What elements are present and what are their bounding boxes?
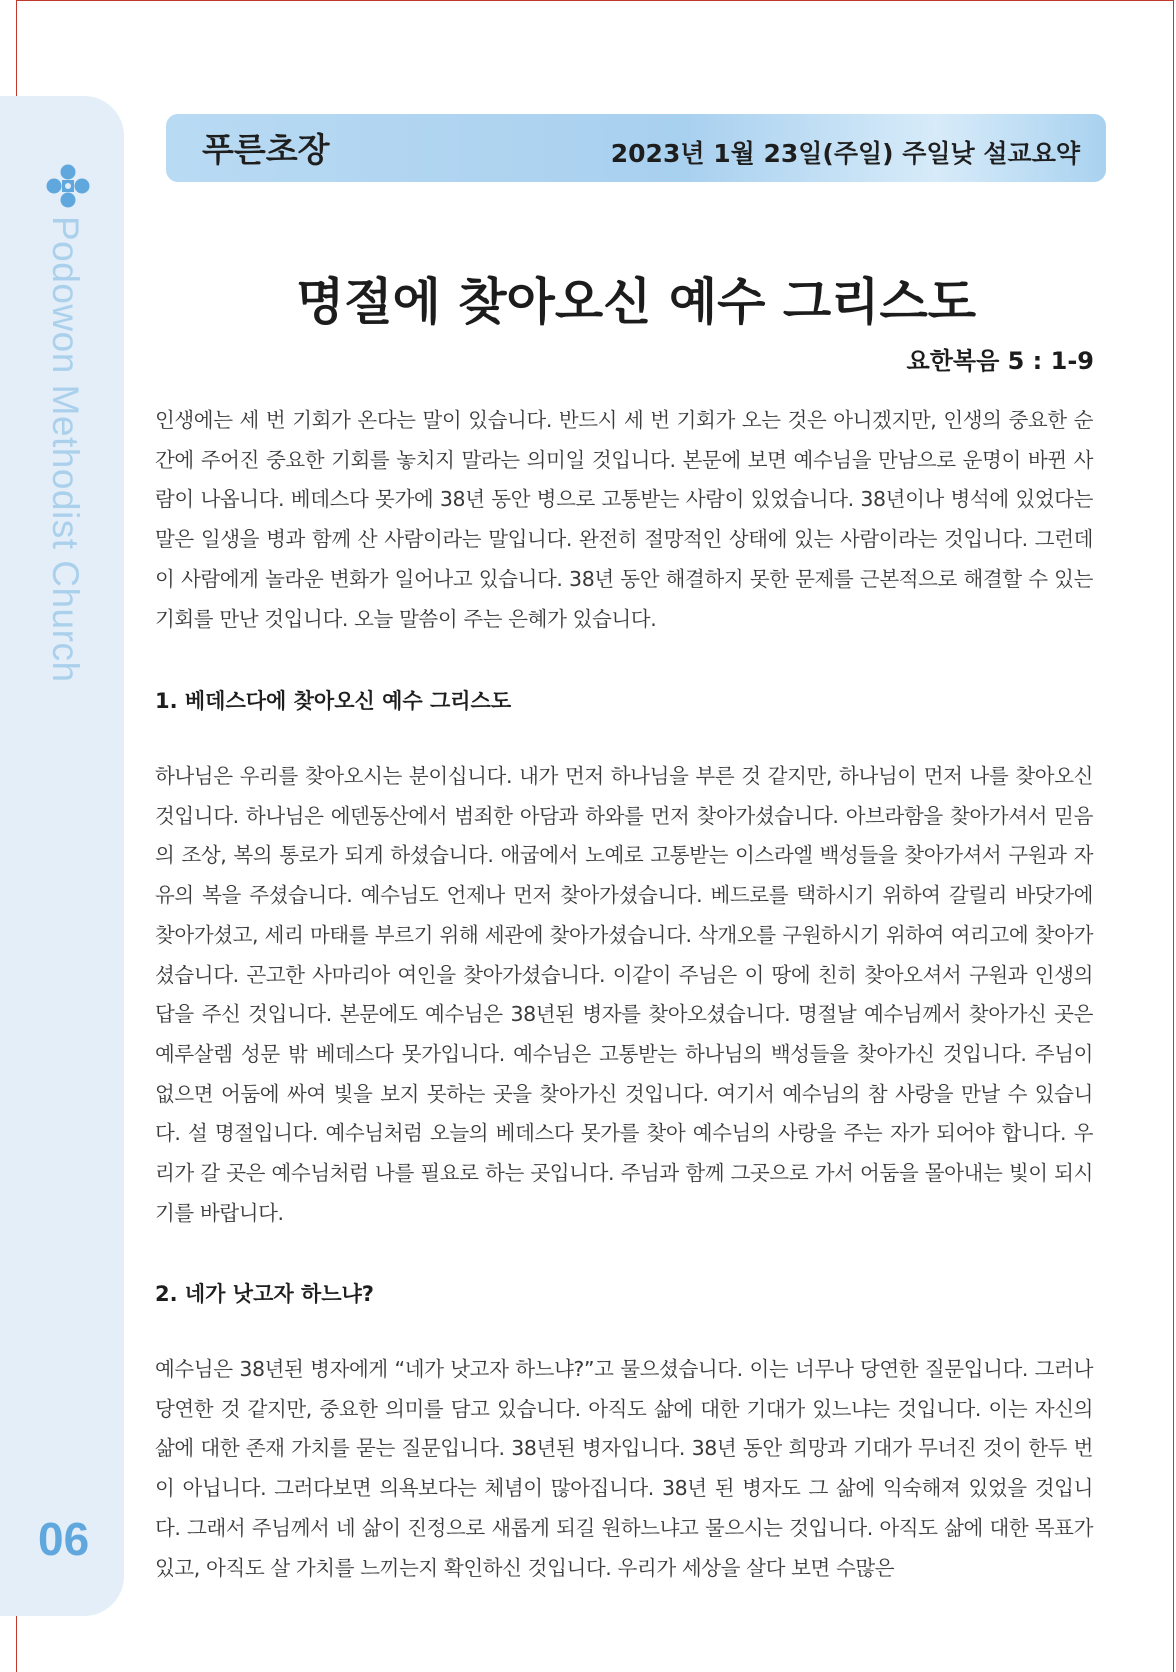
- section-heading-1: 1. 베데스다에 찾아오신 예수 그리스도: [155, 689, 512, 713]
- section-body-2: 예수님은 38년된 병자에게 “네가 낫고자 하느냐?”고 물으셨습니다. 이는 너무나 당연한 질문입니다. 그러나 당연한 것 같지만, 중요한 의미를 담고 있습니다. 아직도 삶에 대한 기대가 있느냐는 것입니다. 이는 자신의 삶에 대한 존재 가치를 묻는 질문입니다. 38년된 병자입니다. 38년 동안 희망과 기대가 무너진 것이 한두 번이 아닙니다. 그러다보면 의욕보다는 체념이 많아집니다. 38년 된 병자도 그 삶에 익숙해져 있었을 것입니다. 그래서 주님께서 네 삶이 진정으로 새롭게 되길 원하느냐고 물으시는 것입니다. 아직도 삶에 대한 목표가 있고, 아직도 살 가치를 느끼는지 확인하신 것입니다. 우리가 세상을 살다 보면 수많은: [155, 1357, 1093, 1580]
- section-heading-2: 2. 네가 낫고자 하느냐?: [155, 1282, 374, 1306]
- church-name-vertical: Podowon Methodist Church: [45, 216, 86, 683]
- four-petal-cross-icon: [46, 164, 90, 208]
- page-number: 06: [38, 1513, 90, 1565]
- sermon-title: 명절에 찾아오신 예수 그리스도: [295, 272, 977, 331]
- sermon-date: 2023년 1월 23일(주일) 주일낮 설교요약: [610, 139, 1080, 168]
- series-title: 푸른초장: [202, 130, 330, 169]
- scripture-reference: 요한복음 5 : 1-9: [906, 347, 1094, 375]
- section-body-1: 하나님은 우리를 찾아오시는 분이십니다. 내가 먼저 하나님을 부른 것 같지만, 하나님이 먼저 나를 찾아오신 것입니다. 하나님은 에덴동산에서 범죄한 아담과 하와를 먼저 찾아가셨습니다. 아브라함을 찾아가셔서 믿음의 조상, 복의 통로가 되게 하셨습니다. 애굽에서 노예로 고통받는 이스라엘 백성들을 찾아가셔서 구원과 자유의 복을 주셨습니다. 예수님도 언제나 먼저 찾아가셨습니다. 베드로를 택하시기 위하여 갈릴리 바닷가에 찾아가셨고, 세리 마태를 부르기 위해 세관에 찾아가셨습니다. 삭개오를 구원하시기 위하여 여리고에 찾아가셨습니다. 곤고한 사마리아 여인을 찾아가셨습니다. 이같이 주님은 이 땅에 친히 찾아오셔서 구원과 인생의 답을 주신 것입니다. 본문에도 예수님은 38년된 병자를 찾아오셨습니다. 명절날 예수님께서 찾아가신 곳은 예루살렘 성문 밖 베데스다 못가입니다. 예수님은 고통받는 하나님의 백성들을 찾아가신 것입니다. 주님이 없으면 어둠에 싸여 빛을 보지 못하는 곳을 찾아가신 것입니다. 여기서 예수님의 참 사랑을 만날 수 있습니다. 설 명절입니다. 예수님처럼 오늘의 베데스다 못가를 찾아 예수님의 사랑을 주는 자가 되어야 합니다. 우리가 갈 곳은 예수님처럼 나를 필요로 하는 곳입니다. 주님과 함께 그곳으로 가서 어둠을 몰아내는 빛이 되시기를 바랍니다.: [155, 764, 1093, 1225]
- intro-paragraph: 인생에는 세 번 기회가 온다는 말이 있습니다. 반드시 세 번 기회가 오는 것은 아니겠지만, 인생의 중요한 순간에 주어진 중요한 기회를 놓치지 말라는 의미일 것입니다. 본문에 보면 예수님을 만남으로 운명이 바뀐 사람이 나옵니다. 베데스다 못가에 38년 동안 병으로 고통받는 사람이 있었습니다. 38년이나 병석에 있었다는 말은 일생을 병과 함께 산 사람이라는 말입니다. 완전히 절망적인 상태에 있는 사람이라는 것입니다. 그런데 이 사람에게 놀라운 변화가 일어나고 있습니다. 38년 동안 해결하지 못한 문제를 근본적으로 해결할 수 있는 기회를 만난 것입니다. 오늘 말씀이 주는 은혜가 있습니다.: [155, 408, 1093, 631]
